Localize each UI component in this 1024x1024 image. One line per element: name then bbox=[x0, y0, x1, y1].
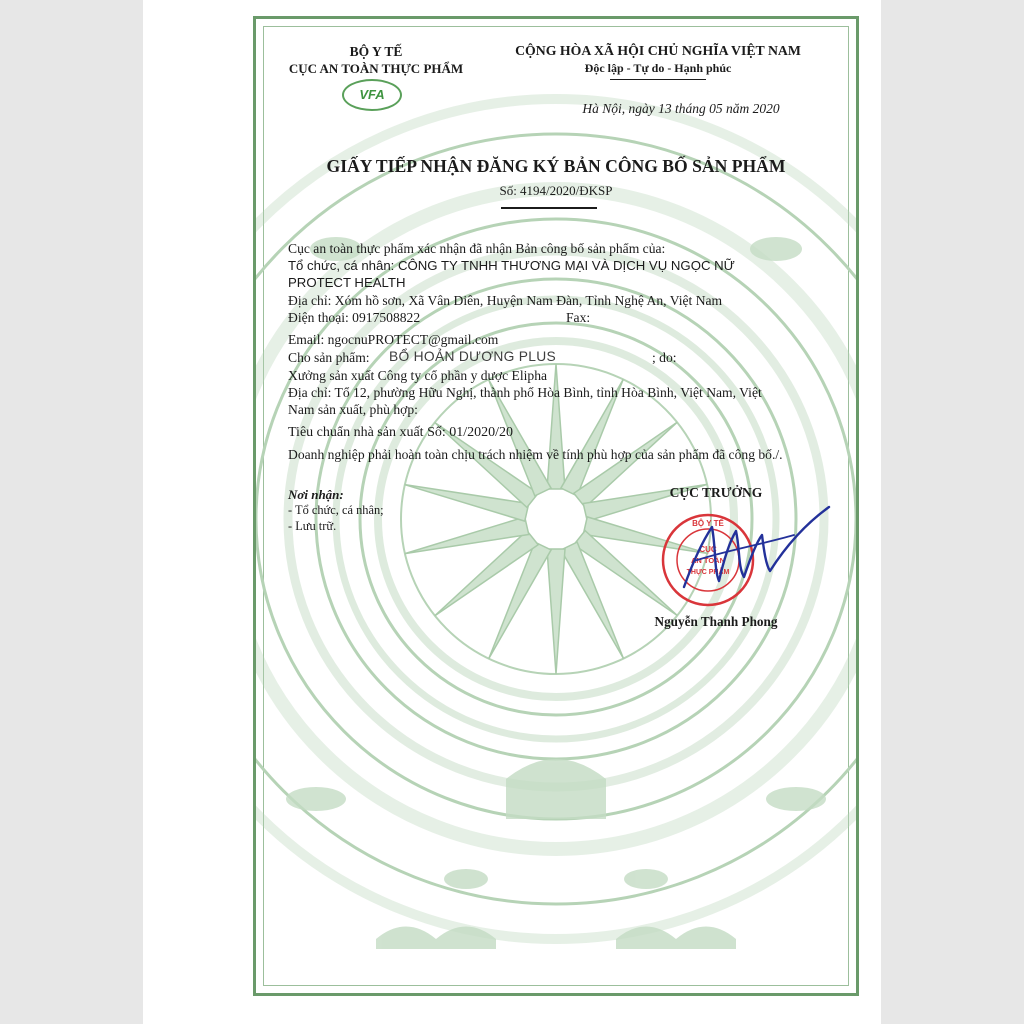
organization-address: Địa chỉ: Xóm hồ sơn, Xã Vân Diên, Huyện Nam Đàn, Tỉnh Nghệ An, Việt Nam bbox=[288, 293, 723, 308]
certificate bbox=[253, 16, 859, 996]
responsibility-statement: Doanh nghiệp phải hoàn toàn chịu trách nhiệm về tính phù hợp của sản phẩm đã công bố./. bbox=[288, 447, 783, 462]
intro-text: Cục an toàn thực phẩm xác nhận đã nhận Bản công bố sản phẩm của: bbox=[288, 241, 666, 256]
signer-role: CỤC TRƯỞNG bbox=[669, 485, 763, 500]
recipient-item: - Tổ chức, cá nhân; bbox=[288, 503, 384, 517]
product-suffix: ; do: bbox=[652, 350, 677, 365]
signer-name: Nguyễn Thanh Phong bbox=[654, 614, 778, 629]
manufacturer-address-2: Nam sản xuất, phù hợp: bbox=[288, 402, 418, 417]
agency-name: CỤC AN TOÀN THỰC PHẨM bbox=[288, 61, 464, 76]
stamp-center-line-3: THỰC PHẨM bbox=[686, 569, 730, 576]
manufacturer-name: Xưởng sản xuất Công ty cổ phần y dược Elipha bbox=[288, 368, 548, 383]
recipients-heading: Nơi nhận: bbox=[288, 487, 344, 502]
document-number: Số: 4194/2020/ĐKSP bbox=[499, 183, 613, 198]
organization-line-2: PROTECT HEALTH bbox=[288, 275, 406, 290]
manufacturer-address-1: Địa chỉ: Tổ 12, phường Hữu Nghị, thành phố Hòa Bình, tỉnh Hòa Bình, Việt Nam, Việt bbox=[288, 385, 762, 400]
organization-phone: Điện thoại: 0917508822 bbox=[288, 310, 421, 325]
handwritten-signature bbox=[664, 489, 834, 599]
stamp-ring-text: BỘ Y TẾ bbox=[692, 519, 724, 528]
recipient-item: - Lưu trữ. bbox=[288, 519, 337, 533]
organization-fax: Fax: bbox=[566, 310, 591, 325]
manufacturer-standard: Tiêu chuẩn nhà sản xuất Số: 01/2020/20 bbox=[288, 425, 514, 440]
ministry-name: BỘ Y TẾ bbox=[349, 44, 403, 59]
motto-underline bbox=[610, 79, 706, 80]
document-title: GIẤY TIẾP NHẬN ĐĂNG KÝ BẢN CÔNG BỐ SẢN PHẨM bbox=[326, 156, 786, 176]
stamp-center-line-2: AN TOÀN bbox=[690, 556, 726, 565]
country-name: CỘNG HÒA XÃ HỘI CHỦ NGHĨA VIỆT NAM bbox=[515, 43, 801, 58]
organization-email: Email: ngocnuPROTECT@gmail.com bbox=[288, 332, 499, 347]
issue-date: Hà Nội, ngày 13 tháng 05 năm 2020 bbox=[582, 101, 780, 116]
logo-text: VFA bbox=[359, 87, 385, 102]
vfa-logo bbox=[342, 79, 402, 111]
title-underline bbox=[501, 207, 597, 209]
national-motto: Độc lập - Tự do - Hạnh phúc bbox=[584, 61, 732, 75]
organization-line-1: Tổ chức, cá nhân: CÔNG TY TNHH THƯƠNG MẠI VÀ DỊCH VỤ NGỌC NỮ bbox=[288, 258, 735, 273]
product-name: BỔ HOẢN DƯƠNG PLUS bbox=[389, 349, 557, 364]
product-label: Cho sản phẩm: bbox=[288, 350, 370, 365]
stamp-center-line-1: CỤC bbox=[699, 545, 717, 554]
